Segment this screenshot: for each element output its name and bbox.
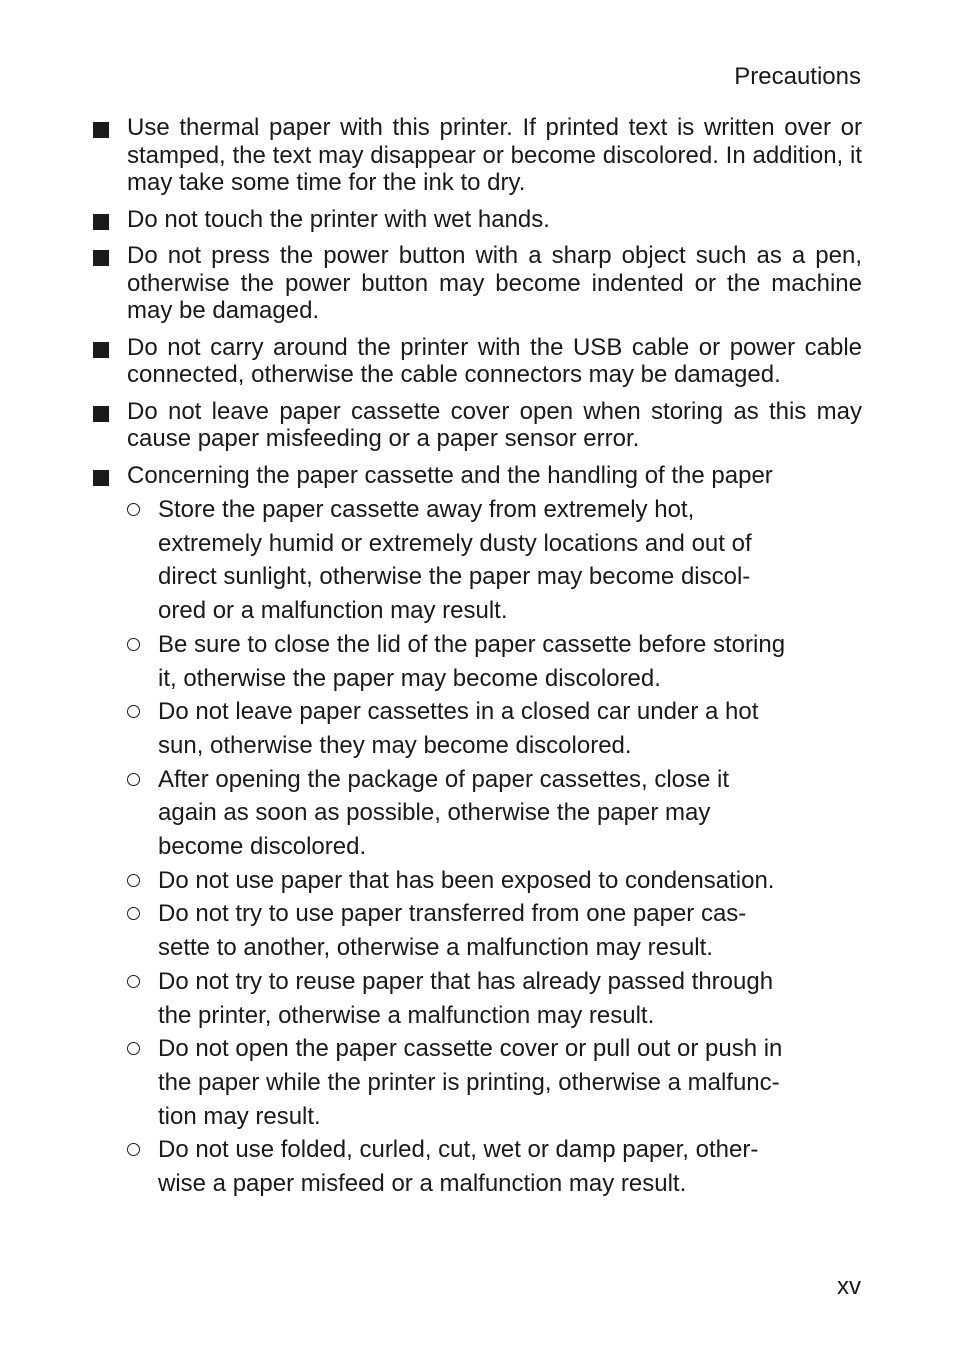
sub-item-line: Store the paper cassette away from extremely hot,	[158, 496, 695, 523]
sub-item-text	[158, 698, 758, 759]
sub-item-line: Do not use paper that has been exposed to condensation.	[158, 866, 775, 894]
sub-item	[127, 1032, 862, 1133]
sub-item	[127, 864, 862, 898]
sub-item-line: sette to another, otherwise a malfunction may result.	[158, 934, 713, 962]
circle-bullet-icon	[127, 503, 140, 516]
sub-item-line: it, otherwise the paper may become discolored.	[158, 664, 661, 692]
paper-handling-sublist	[127, 493, 862, 1201]
sub-item-text	[158, 631, 785, 692]
sub-item-line: sun, otherwise they may become discolored.	[158, 731, 632, 759]
precautions-list	[93, 114, 862, 1210]
sub-item	[127, 493, 862, 628]
sub-item-line: tion may result.	[158, 1102, 321, 1130]
sub-item-line: Do not use folded, curled, cut, wet or damp paper, other-	[158, 1136, 759, 1164]
bullet-text: Concerning the paper cassette and the handling of the paper	[127, 461, 773, 489]
bullet-item	[93, 334, 862, 389]
sub-item-line: After opening the package of paper cassettes, close it	[158, 765, 730, 793]
bullet-item-paper-handling	[93, 462, 862, 1201]
circle-bullet-icon	[127, 1042, 140, 1055]
sub-item-text	[158, 1035, 782, 1129]
sub-item-line: Do not leave paper cassettes in a closed car under a hot	[158, 698, 759, 726]
running-header: Precautions	[734, 63, 861, 90]
sub-item-line: the paper while the printer is printing, otherwise a malfunc-	[158, 1068, 780, 1096]
sub-item-line: again as soon as possible, otherwise the paper may	[158, 799, 711, 827]
sub-item-text	[158, 867, 774, 894]
square-bullet-icon	[93, 406, 109, 422]
circle-bullet-icon	[127, 638, 140, 651]
circle-bullet-icon	[127, 773, 140, 786]
square-bullet-icon	[93, 470, 109, 486]
bullet-text: Do not leave paper cassette cover open when storing as this may cause paper misfeeding or a paper sensor error.	[127, 397, 862, 452]
sub-item-line: wise a paper misfeed or a malfunction may result.	[158, 1170, 687, 1198]
circle-bullet-icon	[127, 907, 140, 920]
sub-item	[127, 1133, 862, 1200]
bullet-text: Use thermal paper with this printer. If printed text is written over or stamped, the text may disappear or become discolored. In addition, it may take some time for the ink to dry.	[127, 114, 862, 196]
sub-item-line: Do not try to reuse paper that has already passed through	[158, 967, 774, 995]
page-number: xv	[837, 1273, 861, 1300]
circle-bullet-icon	[127, 874, 140, 887]
sub-item	[127, 695, 862, 762]
square-bullet-icon	[93, 342, 109, 358]
sub-item	[127, 965, 862, 1032]
sub-item	[127, 897, 862, 964]
square-bullet-icon	[93, 214, 109, 230]
bullet-item	[93, 242, 862, 325]
sub-item-text	[158, 496, 752, 624]
sub-item-line: become discolored.	[158, 833, 367, 861]
sub-item-line: Do not try to use paper transferred from one paper cas-	[158, 900, 747, 928]
sub-item-text	[158, 766, 729, 860]
bullet-text: Do not carry around the printer with the USB cable or power cable connected, otherwise the cable connectors may be damaged.	[127, 333, 862, 388]
sub-item-text	[158, 1136, 758, 1197]
circle-bullet-icon	[127, 705, 140, 718]
sub-item-line: the printer, otherwise a malfunction may result.	[158, 1001, 655, 1029]
sub-item-text	[158, 968, 773, 1029]
sub-item-text	[158, 900, 746, 961]
circle-bullet-icon	[127, 975, 140, 988]
sub-item-line: Do not open the paper cassette cover or pull out or push in	[158, 1035, 783, 1063]
square-bullet-icon	[93, 122, 109, 138]
circle-bullet-icon	[127, 1143, 140, 1156]
sub-item-line: direct sunlight, otherwise the paper may become discol-	[158, 563, 751, 591]
bullet-item	[93, 114, 862, 197]
sub-item-line: Be sure to close the lid of the paper cassette before storing	[158, 630, 786, 658]
sub-item-line: ored or a malfunction may result.	[158, 597, 508, 625]
bullet-text: Do not touch the printer with wet hands.	[127, 205, 550, 233]
bullet-text: Do not press the power button with a sharp object such as a pen, otherwise the power button may become indented or the machine may be damaged.	[127, 242, 862, 324]
bullet-item	[93, 206, 862, 234]
bullet-item	[93, 398, 862, 453]
sub-item-line: extremely humid or extremely dusty locations and out of	[158, 529, 752, 557]
sub-item	[127, 763, 862, 864]
square-bullet-icon	[93, 250, 109, 266]
sub-item	[127, 628, 862, 695]
